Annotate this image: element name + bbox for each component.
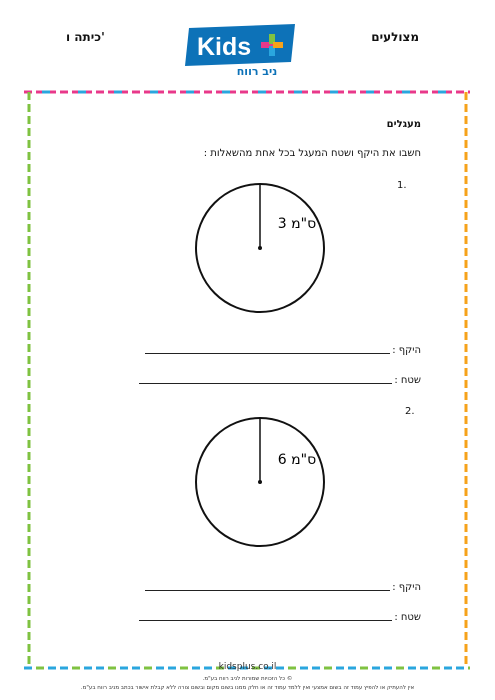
grade-title: כיתה ו' bbox=[66, 30, 105, 44]
perimeter-answer-row bbox=[145, 345, 421, 356]
radius-label: 3 ס"מ bbox=[277, 216, 317, 232]
perimeter-label: היקף : bbox=[392, 345, 421, 356]
footer-notice: אין להעתיק או להפיץ עמוד זה בשום אמצעי ואין ללמד עמוד זה או חלק ממנו בשום מקום ובשום צורה ללא קבלת אישור בכתב מניב רווח בע"מ. bbox=[80, 685, 415, 691]
perimeter-answer-row bbox=[145, 582, 421, 593]
area-answer-row bbox=[139, 612, 421, 623]
area-answer-row bbox=[139, 375, 421, 386]
area-label: שטח : bbox=[394, 375, 421, 386]
footer-copyright: © כל הזכויות שמורות לניב רווח בע"מ. bbox=[202, 676, 293, 682]
circle-diagram bbox=[192, 412, 332, 552]
answer-line[interactable] bbox=[145, 590, 390, 591]
answer-line[interactable] bbox=[145, 353, 390, 354]
instruction-text: חשבו את היקף ושטח המעגל בכל אחת מהשאלות : bbox=[203, 148, 421, 159]
svg-text:Kids: Kids bbox=[197, 33, 252, 61]
area-label: שטח : bbox=[394, 612, 421, 623]
logo-subtext: ניב רווח bbox=[236, 65, 278, 78]
section-title: מעגלים bbox=[386, 119, 421, 130]
circle-diagram bbox=[192, 180, 332, 320]
question-number: 1. bbox=[397, 180, 407, 191]
subject-title: מצולעים bbox=[371, 30, 419, 44]
footer-url[interactable]: kidsplus.co.il bbox=[218, 662, 277, 672]
perimeter-label: היקף : bbox=[392, 582, 421, 593]
answer-line[interactable] bbox=[139, 383, 392, 384]
question-number: 2. bbox=[405, 406, 415, 417]
answer-line[interactable] bbox=[139, 620, 392, 621]
radius-label: 6 ס"מ bbox=[277, 452, 317, 468]
